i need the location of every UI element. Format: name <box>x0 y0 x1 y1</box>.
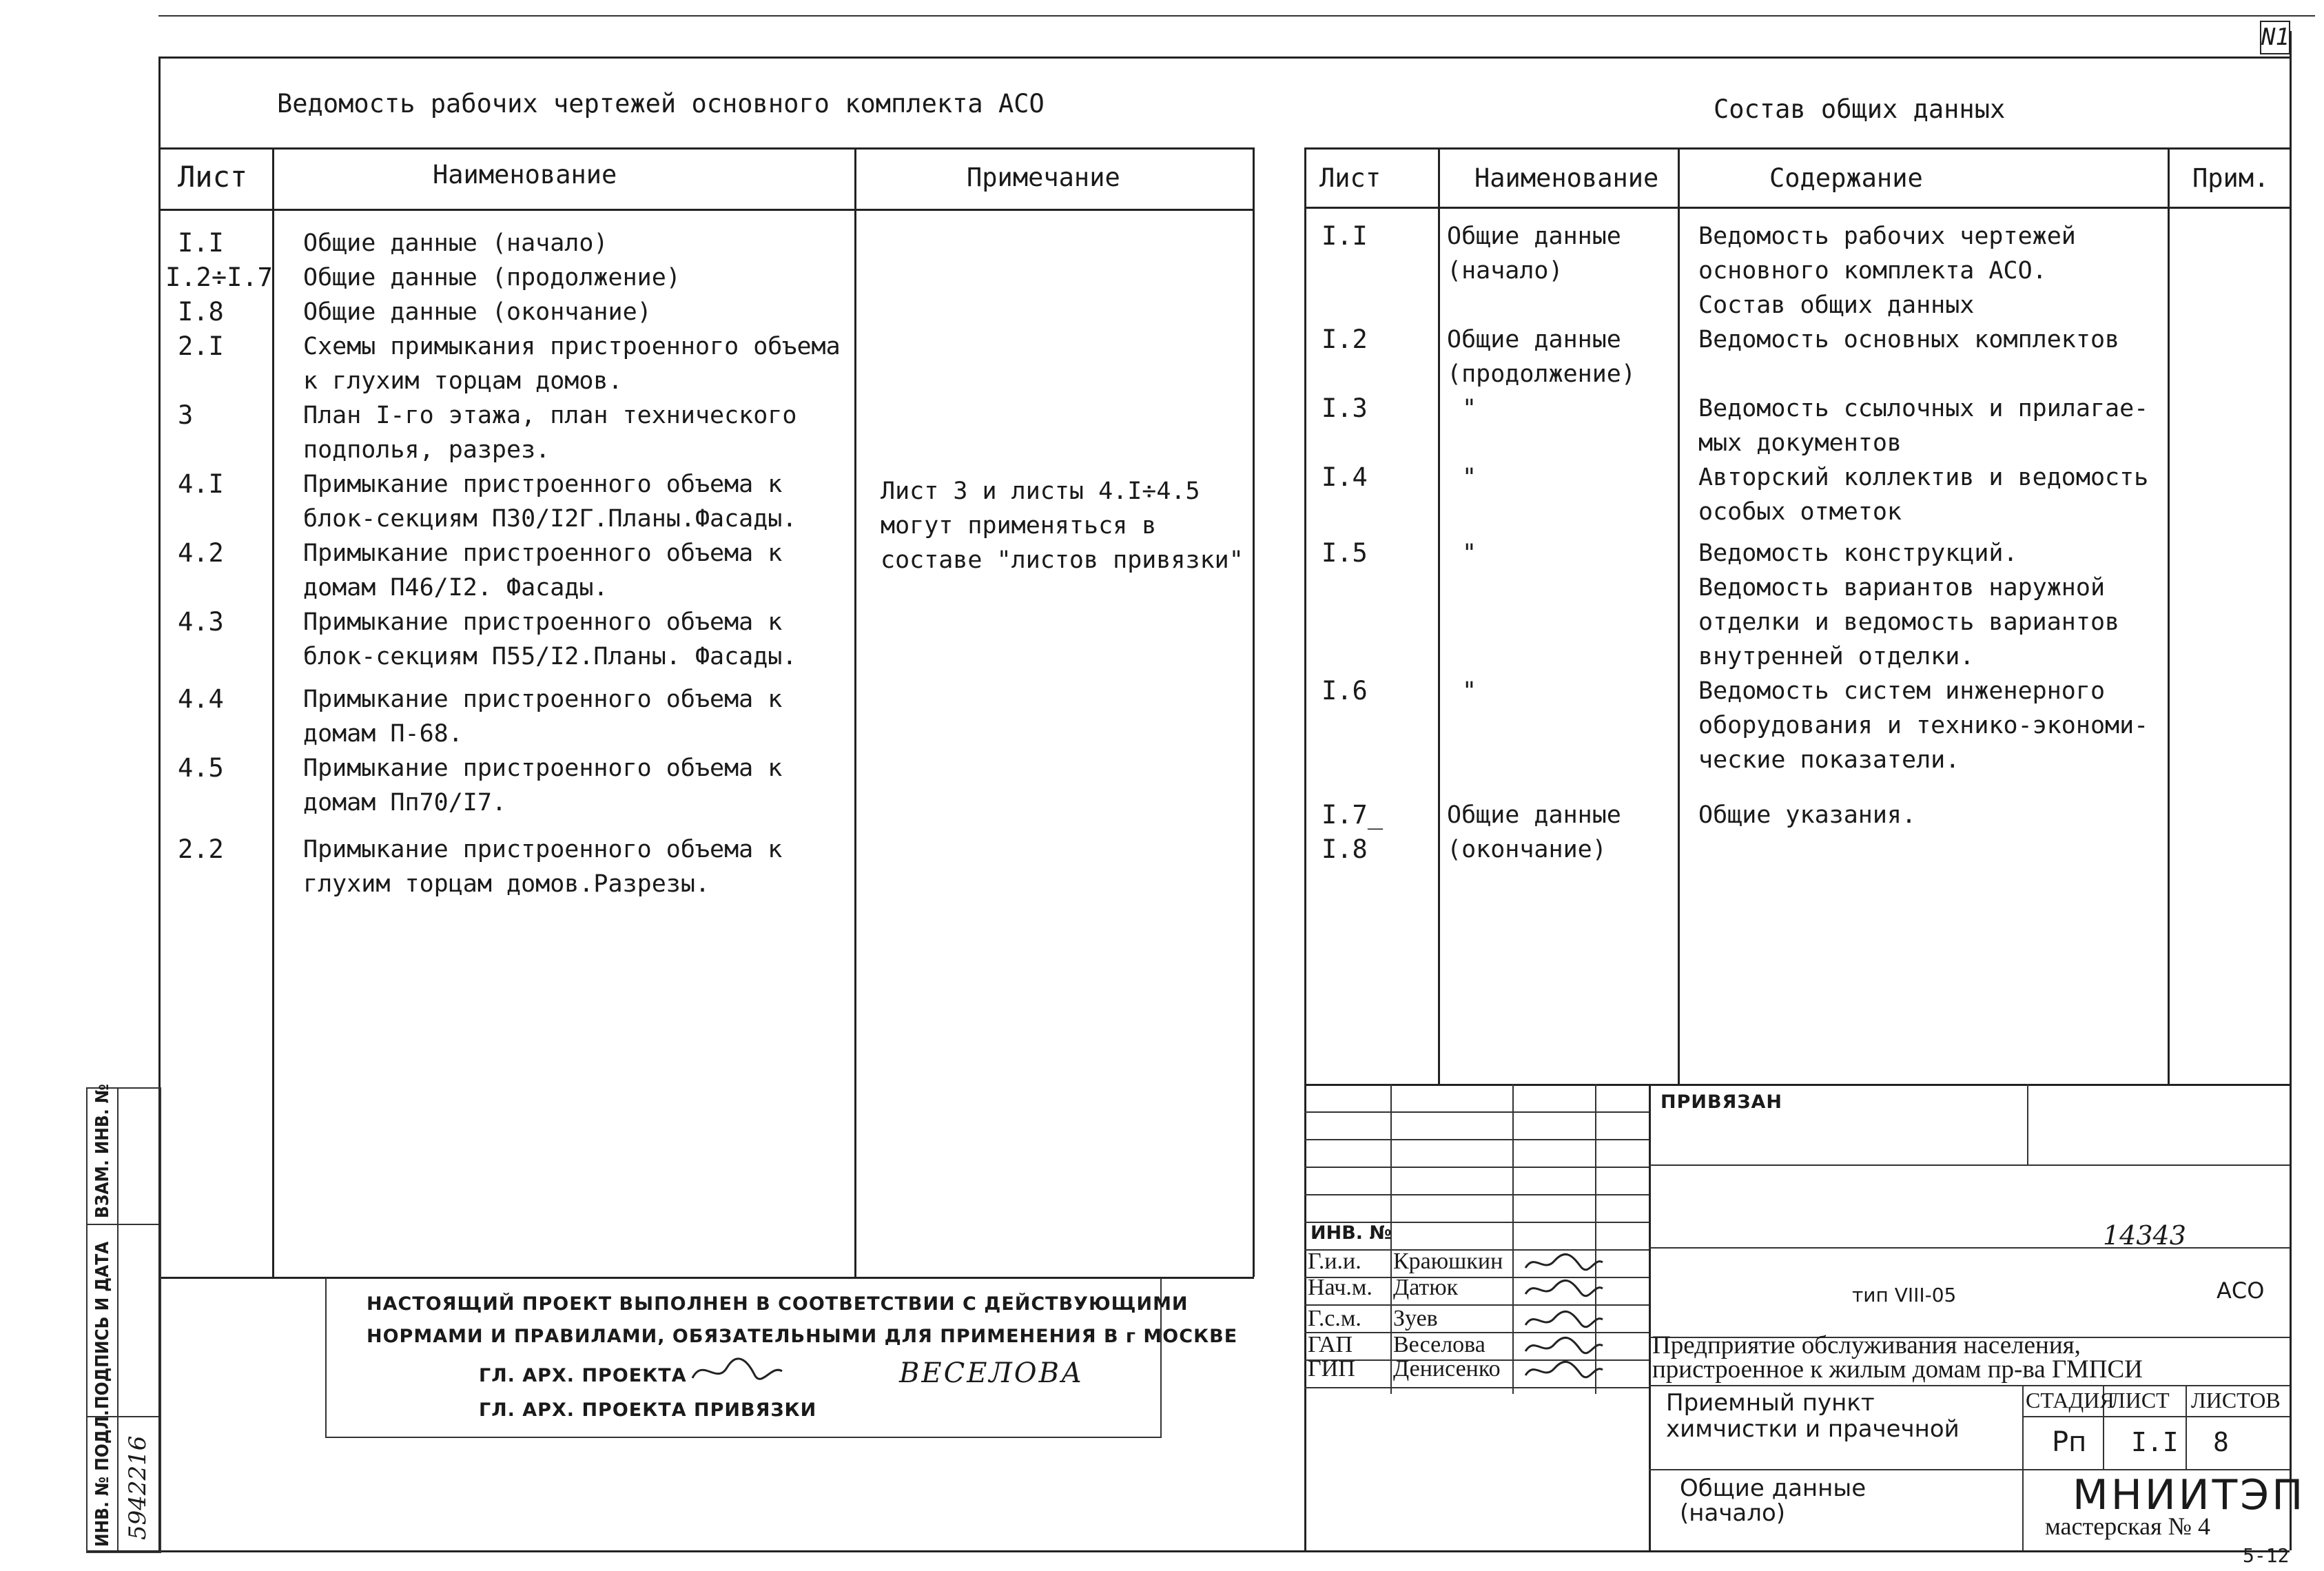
tb-grid-row-line <box>1304 1387 1649 1388</box>
right-row-name-line: " <box>1462 464 1477 491</box>
right-row-name-line: " <box>1462 677 1477 705</box>
tb-grid-row-line <box>1304 1111 1649 1113</box>
tb-object-line-2: химчистки и прачечной <box>1666 1415 1960 1443</box>
tb-person-role: Нач.м. <box>1308 1275 1372 1300</box>
left-row-name-line: Примыкание пристроенного объема к <box>303 540 783 567</box>
left-header-sheet: Лист <box>178 160 248 194</box>
left-row-sheet: 4.5 <box>178 753 224 783</box>
page-code: 5-12 <box>2243 1544 2290 1567</box>
right-row-content-line: Ведомость систем инженерного <box>1698 677 2106 705</box>
right-row-content-line: Общие указания. <box>1698 801 1917 829</box>
left-row-name-line: Общие данные (продолжение) <box>303 264 681 291</box>
approval-note-line-4: ГЛ. АРХ. ПРОЕКТА ПРИВЯЗКИ <box>479 1399 817 1421</box>
tb-stage-col-left <box>2022 1385 2024 1550</box>
right-row-content-line: оборудования и технико-экономи- <box>1698 712 2149 739</box>
chief-architect-name: ВЕСЕЛОВА <box>899 1357 1084 1389</box>
right-row-sheet: I.I <box>1322 221 1368 251</box>
tb-person-signature <box>1523 1356 1605 1384</box>
left-row-sheet: 3 <box>178 400 194 430</box>
left-row-name-line: Примыкание пристроенного объема к <box>303 686 783 713</box>
left-table-title: Ведомость рабочих чертежей основного комплекта АСО <box>277 89 1045 119</box>
side-label-replacement-inv: ВЗАМ. ИНВ. № <box>92 1084 113 1218</box>
tb-sheet-title-line-2: (начало) <box>1680 1499 1786 1527</box>
tb-set: АСО <box>2217 1277 2265 1304</box>
tb-person-role: ГИП <box>1308 1356 1355 1382</box>
left-col-div-3 <box>1253 147 1255 1277</box>
frame-top <box>158 57 2290 59</box>
right-col-div-3 <box>2168 147 2170 1084</box>
right-header-content: Содержание <box>1769 163 1923 193</box>
left-row-name-line: Примыкание пристроенного объема к <box>303 471 783 498</box>
left-header-name: Наименование <box>433 160 617 189</box>
tb-person-role: ГАП <box>1308 1332 1353 1357</box>
tb-stage-header: СТАДИЯ <box>2026 1388 2115 1413</box>
right-header-top <box>1304 147 2290 150</box>
side-stamp-div-1 <box>86 1224 158 1225</box>
tb-person-signature <box>1523 1306 1605 1333</box>
left-row-name-line: домам Пп70/I7. <box>303 789 507 817</box>
right-row-name-line: Общие данные <box>1447 223 1621 250</box>
tb-person-signature <box>1523 1249 1605 1276</box>
right-table-title: Состав общих данных <box>1714 94 2006 124</box>
tb-sheets-value: 8 <box>2213 1427 2229 1457</box>
left-row-name-line: Примыкание пристроенного объема к <box>303 754 783 782</box>
right-row-content-line: внутренней отделки. <box>1698 643 1975 670</box>
left-note-line-3: составе "листов привязки" <box>881 546 1244 574</box>
tb-grid-row-line <box>1304 1139 1649 1140</box>
tb-type: тип VIII-05 <box>1852 1284 1957 1306</box>
left-row-name-line: к глухим торцам домов. <box>303 367 623 395</box>
right-col-div-0 <box>1304 147 1306 1550</box>
sheet-corner-mark: N1 <box>2260 21 2290 54</box>
right-row-name-line: Общие данные <box>1447 326 1621 353</box>
tb-person-name: Веселова <box>1393 1332 1485 1357</box>
left-row-name-line: Примыкание пристроенного объема к <box>303 608 783 636</box>
left-row-name-line: глухим торцам домов.Разрезы. <box>303 870 710 898</box>
tb-person-name: Датюк <box>1393 1275 1459 1300</box>
tb-workshop: мастерская № 4 <box>2045 1512 2211 1540</box>
tb-stage-value: Рп <box>2052 1426 2087 1458</box>
tb-person-name: Зуев <box>1393 1306 1438 1331</box>
left-row-name-line: Схемы примыкания пристроенного объема <box>303 333 841 360</box>
tb-bound-col <box>2027 1084 2028 1164</box>
side-stamp-col <box>117 1087 119 1550</box>
right-row-content-line: Ведомость вариантов наружной <box>1698 574 2106 602</box>
right-row-sheet: I.2 <box>1322 325 1368 354</box>
approval-note-line-2: НОРМАМИ И ПРАВИЛАМИ, ОБЯЗАТЕЛЬНЫМИ ДЛЯ ПРИМЕНЕНИЯ В г МОСКВЕ <box>367 1326 1238 1347</box>
left-note-line-2: могут применяться в <box>881 512 1157 540</box>
left-row-sheet: 4.2 <box>178 538 224 568</box>
right-row-content-line: Авторский коллектив и ведомость <box>1698 464 2149 491</box>
approval-note-line-1: НАСТОЯЩИЙ ПРОЕКТ ВЫПОЛНЕН В СООТВЕТСТВИИ С ДЕЙСТВУЮЩИМИ <box>367 1293 1189 1315</box>
right-row-sheet: I.7_ <box>1322 800 1384 830</box>
chief-architect-signature <box>689 1351 785 1392</box>
left-row-sheet: 4.4 <box>178 684 224 714</box>
tb-person-signature <box>1523 1275 1605 1302</box>
right-row-content-line: Ведомость конструкций. <box>1698 540 2018 567</box>
tb-person-role: Г.и.и. <box>1308 1249 1361 1274</box>
left-row-sheet: I.2÷I.7 <box>165 263 273 292</box>
tb-sheet-value: I.I <box>2131 1427 2179 1457</box>
right-row-sheet: I.6 <box>1322 676 1368 706</box>
frame-bottom <box>86 1550 2290 1552</box>
tb-grid-row-line <box>1304 1194 1649 1195</box>
left-header-top <box>158 147 1254 150</box>
tb-organization: МНИИТЭП <box>2073 1471 2306 1519</box>
tb-object-line-1: Приемный пункт <box>1666 1389 1875 1417</box>
left-row-sheet: 4.3 <box>178 607 224 637</box>
right-col-div-1 <box>1438 147 1440 1084</box>
right-row-name-line: " <box>1462 395 1477 422</box>
left-header-bottom <box>158 209 1254 211</box>
tb-sheets-header: ЛИСТОВ <box>2191 1388 2281 1413</box>
left-row-sheet: 4.I <box>178 469 224 499</box>
tb-line-2 <box>1649 1247 2290 1249</box>
right-row-sheet-2: I.8 <box>1322 834 1368 864</box>
tb-person-signature <box>1523 1332 1605 1359</box>
right-row-content-line: ческие показатели. <box>1698 746 1960 774</box>
right-row-content-line: особых отметок <box>1698 498 1902 526</box>
right-row-sheet: I.4 <box>1322 462 1368 492</box>
left-row-name-line: блок-секциям П55/I2.Планы. Фасады. <box>303 643 797 670</box>
right-row-name-line: (окончание) <box>1447 836 1607 863</box>
right-header-bottom <box>1304 207 2290 209</box>
right-row-name-line: " <box>1462 540 1477 567</box>
left-col-div-2 <box>854 147 856 1277</box>
left-row-sheet: I.I <box>178 228 224 258</box>
tb-inv-label: ИНВ. № <box>1310 1222 1392 1244</box>
right-header-sheet: Лист <box>1319 163 1381 193</box>
tb-person-role: Г.с.м. <box>1308 1306 1361 1331</box>
right-row-sheet: I.3 <box>1322 393 1368 423</box>
right-row-content-line: Состав общих данных <box>1698 291 1975 319</box>
right-row-content-line: отделки и ведомость вариантов <box>1698 608 2120 636</box>
left-header-note: Примечание <box>967 163 1120 192</box>
left-row-name-line: Общие данные (начало) <box>303 229 608 257</box>
right-row-name-line: (продолжение) <box>1447 360 1636 388</box>
tb-doc-number: 14343 <box>2103 1220 2186 1251</box>
tb-sheet-title-line-1: Общие данные <box>1680 1475 1867 1502</box>
right-row-content-line: основного комплекта АСО. <box>1698 257 2047 285</box>
right-row-content-line: Ведомость рабочих чертежей <box>1698 223 2076 250</box>
tb-sheet-header: ЛИСТ <box>2110 1388 2170 1413</box>
right-header-remark: Прим. <box>2192 163 2270 193</box>
tb-bound-line <box>1649 1164 2290 1166</box>
left-col-div-1 <box>272 147 274 1277</box>
right-row-sheet: I.5 <box>1322 538 1368 568</box>
tb-person-name: Денисенко <box>1393 1356 1501 1382</box>
tb-line-5 <box>1649 1469 2290 1470</box>
tb-grid-row-line <box>1304 1167 1649 1168</box>
approval-note-line-3: ГЛ. АРХ. ПРОЕКТА <box>479 1365 687 1386</box>
left-row-name-line: блок-секциям П30/I2Г.Планы.Фасады. <box>303 505 797 533</box>
tb-top <box>1304 1084 2290 1086</box>
left-row-name-line: подполья, разрез. <box>303 436 551 464</box>
right-row-name-line: (начало) <box>1447 257 1563 285</box>
left-row-name-line: План I-го этажа, план технического <box>303 402 797 429</box>
tb-project-line-2: пристроенное к жилым домам пр-ва ГМПСИ <box>1652 1355 2143 1384</box>
side-label-signature-date: ПОДПИСЬ И ДАТА <box>92 1241 113 1409</box>
tb-main-divider <box>1649 1084 1651 1550</box>
left-note-line-1: Лист 3 и листы 4.I÷4.5 <box>881 478 1200 505</box>
tb-stage-header-line <box>2022 1416 2290 1417</box>
frame-right <box>2290 31 2292 1550</box>
right-row-name-line: Общие данные <box>1447 801 1621 829</box>
left-row-name-line: Общие данные (окончание) <box>303 298 652 326</box>
right-col-div-2 <box>1678 147 1680 1084</box>
left-row-sheet: 2.2 <box>178 834 224 864</box>
left-row-sheet: I.8 <box>178 297 224 327</box>
right-row-content-line: Ведомость основных комплектов <box>1698 326 2120 353</box>
tb-stage-col-2 <box>2186 1385 2187 1469</box>
right-header-name: Наименование <box>1474 163 1659 193</box>
right-row-content-line: мых документов <box>1698 429 1902 457</box>
side-inv-number: 5942216 <box>124 1435 152 1540</box>
outer-top-line <box>158 15 2315 17</box>
side-label-inv-orig: ИНВ. № ПОДЛ. <box>92 1410 113 1547</box>
left-row-name-line: домам П-68. <box>303 720 463 748</box>
left-row-sheet: 2.I <box>178 331 224 361</box>
tb-bound-label: ПРИВЯЗАН <box>1660 1091 1783 1113</box>
tb-project-line-1: Предприятие обслуживания населения, <box>1652 1331 2081 1359</box>
tb-person-name: Краюшкин <box>1393 1249 1503 1274</box>
right-row-content-line: Ведомость ссылочных и прилагае- <box>1698 395 2149 422</box>
tb-grid-v2 <box>1512 1084 1514 1394</box>
left-row-name-line: домам П46/I2. Фасады. <box>303 574 608 602</box>
left-row-name-line: Примыкание пристроенного объема к <box>303 836 783 863</box>
